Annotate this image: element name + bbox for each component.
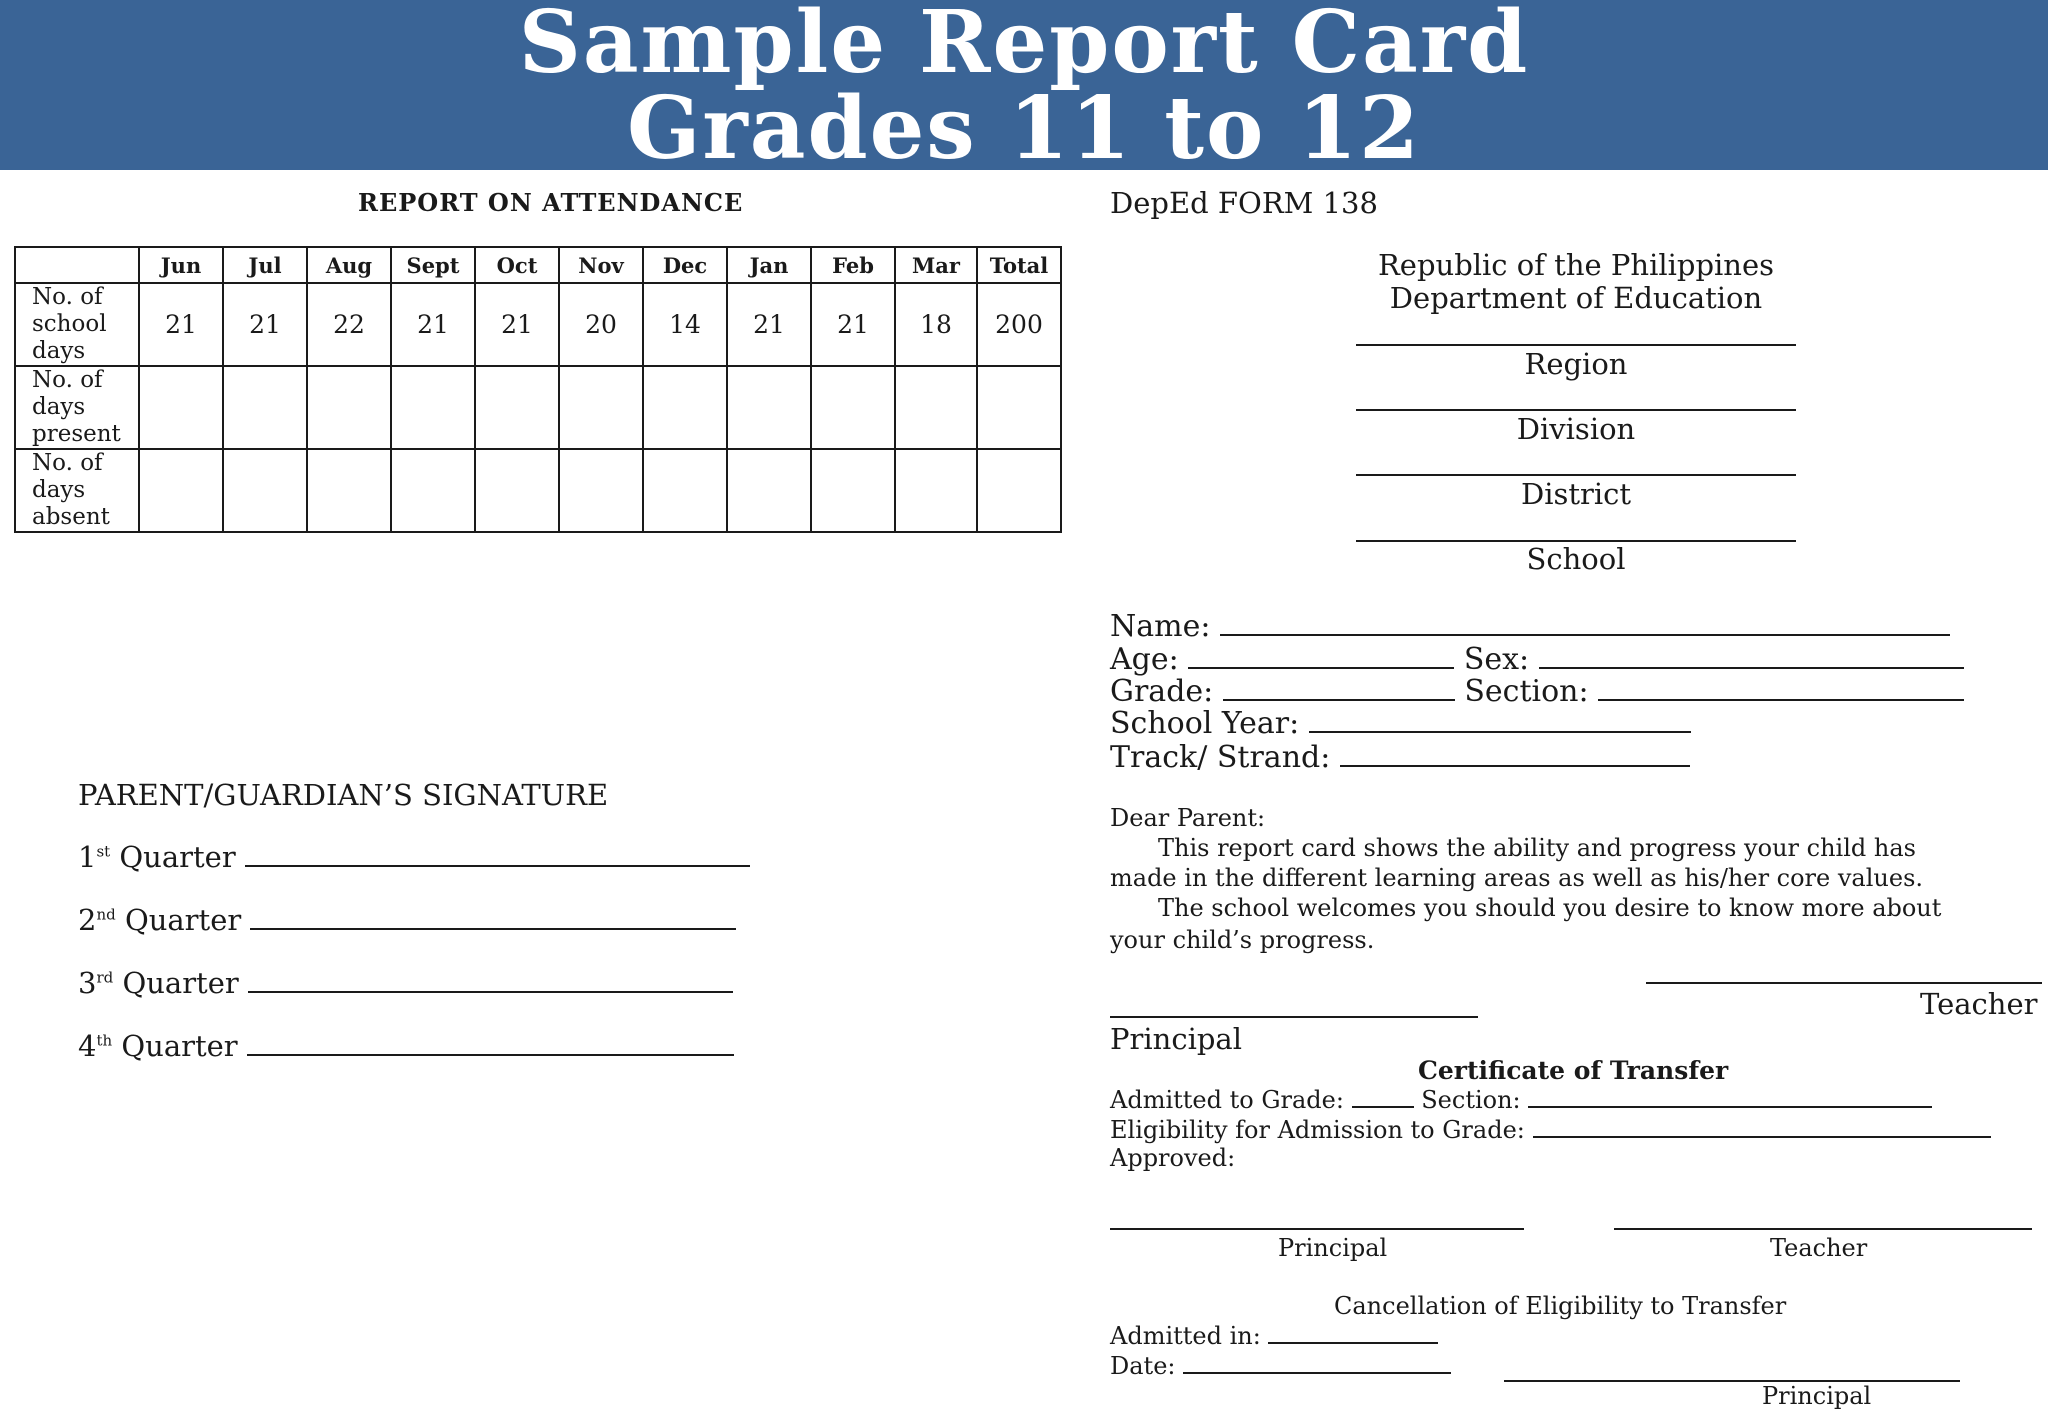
table-cell: 18 — [895, 283, 977, 366]
quarter-3-signature[interactable]: 3rd Quarter — [78, 966, 733, 1000]
table-cell[interactable] — [977, 449, 1061, 532]
table-cell: 21 — [475, 283, 559, 366]
table-cell: 14 — [643, 283, 727, 366]
grade-line[interactable] — [1223, 699, 1455, 701]
table-cell[interactable] — [307, 449, 391, 532]
teacher-signature-line[interactable] — [1646, 982, 2042, 984]
table-cell: 21 — [139, 283, 223, 366]
month-header: Dec — [643, 247, 727, 283]
table-cell: 21 — [391, 283, 475, 366]
sex-line[interactable] — [1539, 667, 1964, 669]
division-line[interactable] — [1356, 409, 1796, 411]
table-cell: 22 — [307, 283, 391, 366]
name-field[interactable]: Name: — [1110, 609, 1950, 644]
signature-line[interactable] — [245, 865, 750, 867]
region-label: Region — [1524, 347, 1628, 381]
letter-line: This report card shows the ability and progress your child has — [1158, 834, 1916, 862]
month-header: Aug — [307, 247, 391, 283]
principal-label: Principal — [1110, 1022, 1242, 1056]
section-line[interactable] — [1598, 699, 1964, 701]
month-header: Sept — [391, 247, 475, 283]
attendance-title: REPORT ON ATTENDANCE — [358, 188, 744, 217]
admitted-in-line[interactable] — [1268, 1342, 1438, 1344]
table-cell[interactable] — [559, 366, 643, 449]
month-header: Nov — [559, 247, 643, 283]
transfer-principal-line[interactable] — [1110, 1228, 1524, 1230]
transfer-title: Certificate of Transfer — [1418, 1056, 1729, 1085]
attendance-table — [14, 246, 1062, 533]
signature-line[interactable] — [250, 928, 736, 930]
table-cell[interactable] — [811, 449, 895, 532]
district-label: District — [1520, 477, 1632, 511]
admitted-in-field[interactable]: Admitted in: — [1110, 1322, 1438, 1350]
table-cell[interactable] — [139, 449, 223, 532]
table-cell[interactable] — [643, 449, 727, 532]
corner-cell — [15, 247, 139, 283]
transfer-teacher-label: Teacher — [1770, 1234, 1868, 1262]
month-header: Mar — [895, 247, 977, 283]
table-cell[interactable] — [475, 366, 559, 449]
admitted-grade-field[interactable]: Admitted to Grade: Section: — [1110, 1086, 1932, 1114]
table-cell: 200 — [977, 283, 1061, 366]
quarter-1-signature[interactable]: 1st Quarter — [78, 840, 750, 874]
banner-title: Sample Report Card — [518, 0, 1530, 93]
table-cell[interactable] — [727, 366, 811, 449]
table-cell[interactable] — [391, 449, 475, 532]
table-cell: 21 — [811, 283, 895, 366]
cancellation-title: Cancellation of Eligibility to Transfer — [1334, 1292, 1787, 1320]
quarter-2-signature[interactable]: 2nd Quarter — [78, 903, 736, 937]
approved-label: Approved: — [1110, 1144, 1236, 1172]
row-label: No. of days absent — [15, 449, 139, 532]
school-year-field[interactable]: School Year: — [1110, 706, 1691, 741]
table-cell[interactable] — [977, 366, 1061, 449]
table-cell[interactable] — [895, 449, 977, 532]
table-cell[interactable] — [727, 449, 811, 532]
title-banner — [0, 0, 2048, 179]
letter-line: made in the different learning areas as well as his/her core values. — [1110, 864, 1924, 892]
region-line[interactable] — [1356, 344, 1796, 346]
school-label: School — [1526, 542, 1626, 576]
attendance-header-row — [15, 247, 1061, 283]
date-field[interactable]: Date: — [1110, 1352, 1451, 1380]
month-header: Jun — [139, 247, 223, 283]
dear-parent: Dear Parent: — [1110, 804, 1266, 832]
row-label: No. of school days — [15, 283, 139, 366]
table-row — [15, 449, 1061, 532]
table-row — [15, 366, 1061, 449]
quarter-4-signature[interactable]: 4th Quarter — [78, 1029, 734, 1063]
form-label: DepEd FORM 138 — [1110, 186, 1378, 220]
month-header: Feb — [811, 247, 895, 283]
table-cell[interactable] — [223, 449, 307, 532]
name-line[interactable] — [1220, 634, 1950, 636]
admitted-grade-line[interactable] — [1352, 1106, 1414, 1108]
signature-line[interactable] — [247, 1054, 734, 1056]
department-label: Department of Education — [1389, 281, 1763, 315]
table-cell[interactable] — [223, 366, 307, 449]
cancellation-principal-label: Principal — [1762, 1382, 1872, 1410]
table-cell[interactable] — [643, 366, 727, 449]
teacher-label: Teacher — [1920, 987, 2038, 1021]
table-cell[interactable] — [895, 366, 977, 449]
track-line[interactable] — [1340, 765, 1690, 767]
banner-subtitle: Grades 11 to 12 — [626, 78, 1421, 179]
track-strand-field[interactable]: Track/ Strand: — [1110, 740, 1690, 775]
eligibility-field[interactable]: Eligibility for Admission to Grade: — [1110, 1116, 1991, 1144]
total-header: Total — [977, 247, 1061, 283]
month-header: Jan — [727, 247, 811, 283]
month-header: Jul — [223, 247, 307, 283]
district-line[interactable] — [1356, 474, 1796, 476]
letter-line: The school welcomes you should you desire to know more about — [1158, 894, 1942, 922]
signature-line[interactable] — [248, 991, 733, 993]
cancellation-principal-line[interactable] — [1504, 1380, 1960, 1382]
date-line[interactable] — [1183, 1372, 1451, 1374]
grade-section-field[interactable]: Grade: Section: — [1110, 674, 1964, 709]
table-cell: 21 — [727, 283, 811, 366]
letter-line: your child’s progress. — [1110, 926, 1375, 954]
table-cell: 21 — [223, 283, 307, 366]
transfer-teacher-line[interactable] — [1614, 1228, 2032, 1230]
table-cell[interactable] — [391, 366, 475, 449]
row-label: No. of days present — [15, 366, 139, 449]
signature-title: PARENT/GUARDIAN’S SIGNATURE — [78, 778, 609, 812]
transfer-section-line[interactable] — [1528, 1106, 1932, 1108]
division-label: Division — [1516, 412, 1636, 446]
school-year-line[interactable] — [1309, 731, 1691, 733]
table-cell[interactable] — [139, 366, 223, 449]
transfer-principal-label: Principal — [1278, 1234, 1388, 1262]
table-cell[interactable] — [559, 449, 643, 532]
table-cell[interactable] — [307, 366, 391, 449]
table-row — [15, 283, 1061, 366]
table-cell: 20 — [559, 283, 643, 366]
age-line[interactable] — [1188, 667, 1454, 669]
republic-label: Republic of the Philippines — [1377, 248, 1775, 282]
table-cell[interactable] — [811, 366, 895, 449]
table-cell[interactable] — [475, 449, 559, 532]
month-header: Oct — [475, 247, 559, 283]
principal-signature-line[interactable] — [1110, 1016, 1478, 1018]
eligibility-line[interactable] — [1533, 1136, 1991, 1138]
age-sex-field[interactable]: Age: Sex: — [1110, 642, 1964, 677]
